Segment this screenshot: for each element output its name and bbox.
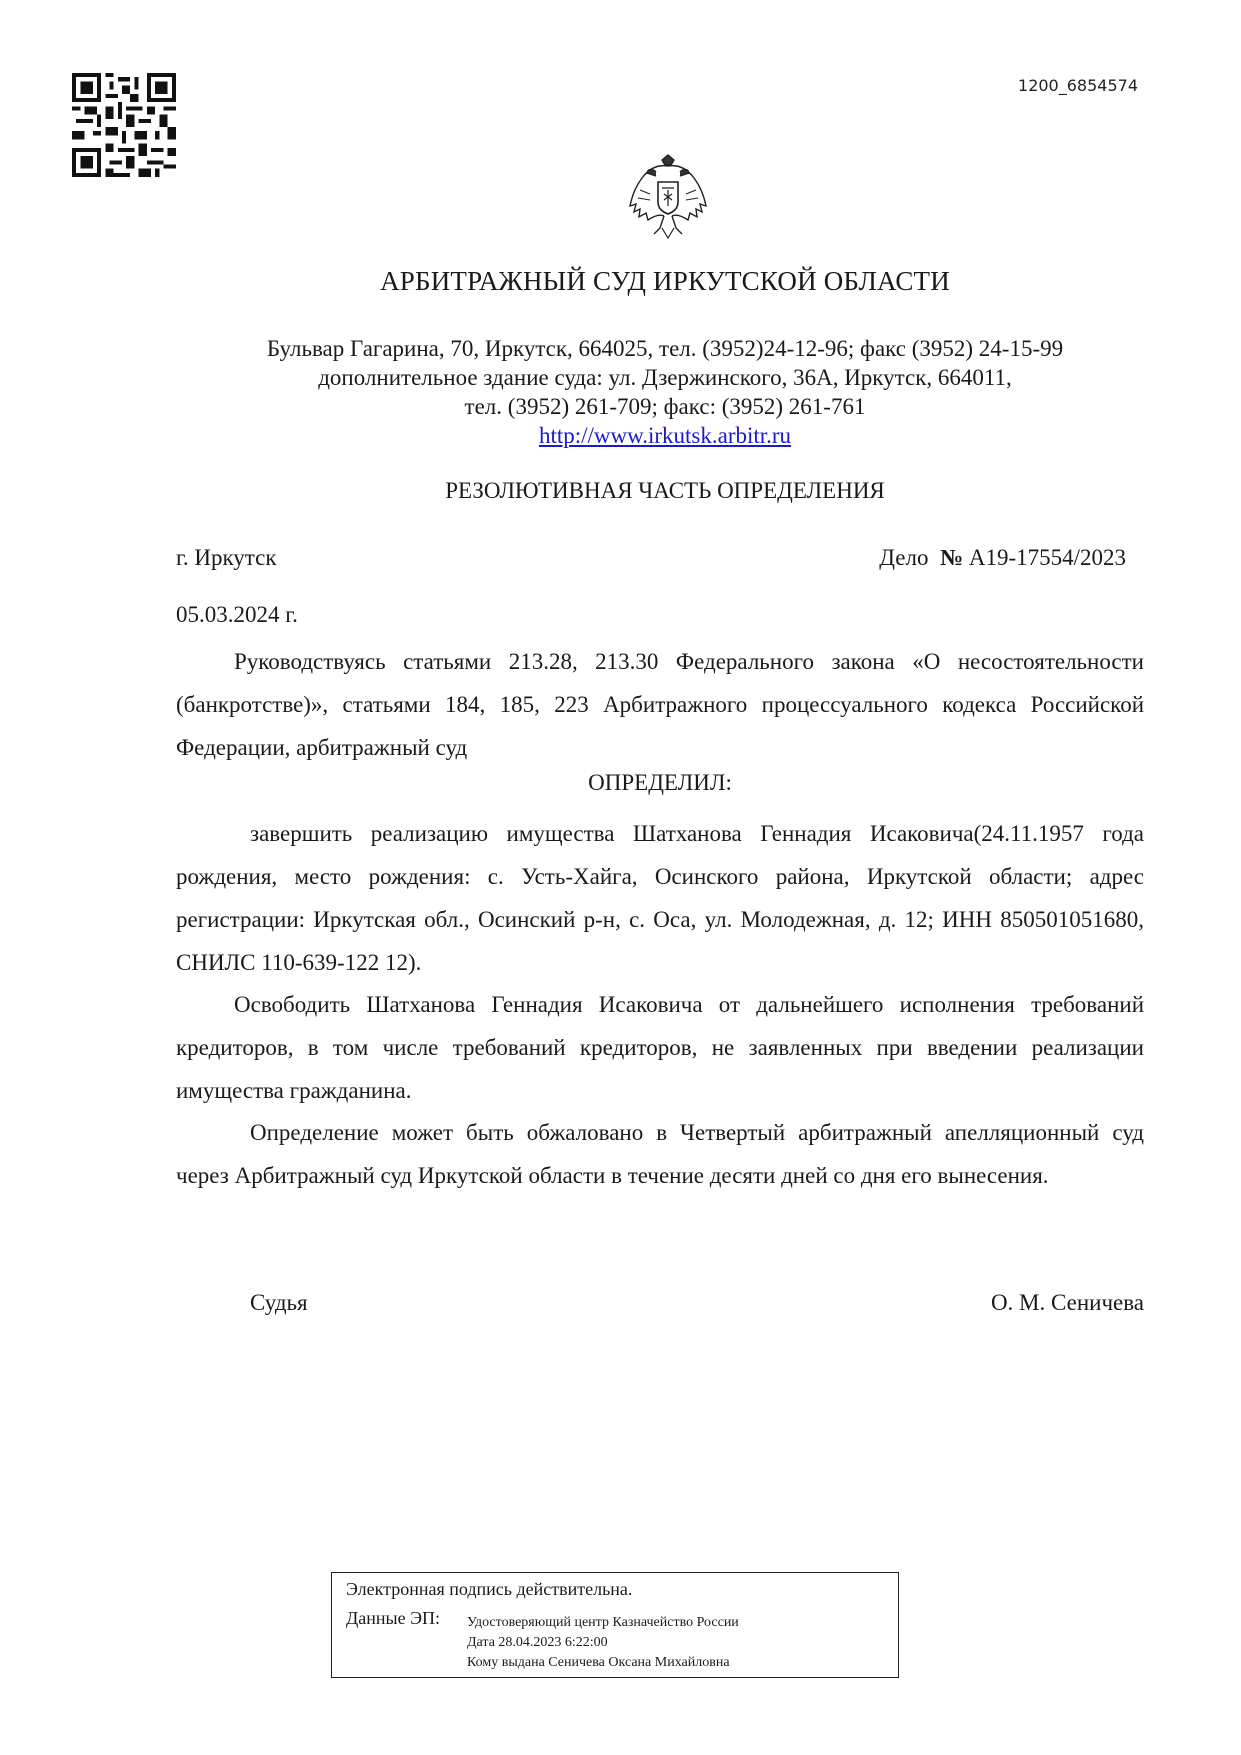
signature-details: [467, 1613, 739, 1673]
address-line: Бульвар Гагарина, 70, Иркутск, 664025, тел. (3952)24-12-96; факс (3952) 24-15-99: [266, 336, 1064, 361]
appeal-paragraph: Определение может быть обжаловано в Четвертый арбитражный апелляционный суд через Арбитражный суд Иркутской области в течение десяти дней со дня его вынесения.: [176, 1120, 1144, 1188]
judge-name: О. М. Сеничева: [990, 1290, 1144, 1315]
electronic-signature-box: [331, 1572, 899, 1678]
signature-data-label: Данные ЭП:: [346, 1608, 440, 1628]
number-sign: №: [939, 545, 964, 570]
qr-code: [72, 73, 176, 177]
document-date: 05.03.2024 г.: [176, 602, 298, 627]
document-heading: РЕЗОЛЮТИВНАЯ ЧАСТЬ ОПРЕДЕЛЕНИЯ: [445, 478, 885, 503]
document-number: 1200_6854574: [1018, 76, 1138, 95]
signature-issued-to: Кому выдана Сеничева Оксана Михайловна: [467, 1655, 730, 1670]
signature-date: Дата 28.04.2023 6:22:00: [467, 1635, 608, 1650]
case-number-value: А19-17554/2023: [968, 545, 1126, 570]
ruling-heading: ОПРЕДЕЛИЛ:: [588, 770, 732, 795]
decision-paragraph: завершить реализацию имущества Шатханова Геннадия Исаковича(24.11.1957 года рождения, место рождения: с. Усть-Хайга, Осинского района, Иркутской области; адрес регистрации: Иркутская обл., Осинский р-н, с. Оса, ул. Молодежная, д. 12; ИНН 850501051680, СНИЛС 110-639-122 12).: [176, 821, 1144, 975]
signature-valid-text: Электронная подпись действительна.: [346, 1579, 633, 1599]
phone-line: тел. (3952) 261-709; факс: (3952) 261-761: [464, 394, 866, 419]
release-paragraph: Освободить Шатханова Геннадия Исаковича от дальнейшего исполнения требований кредиторов, в том числе требований кредиторов, не заявленных при введении реализации имущества гражданина.: [176, 992, 1144, 1103]
coat-of-arms-emblem: [626, 154, 710, 240]
city: г. Иркутск: [176, 545, 277, 570]
judge-label: Судья: [250, 1290, 308, 1315]
case-label: Дело: [879, 545, 929, 570]
intro-paragraph: Руководствуясь статьями 213.28, 213.30 Федерального закона «О несостоятельности (банкротстве)», статьями 184, 185, 223 Арбитражного процессуального кодекса Российской Федерации, арбитражный суд: [176, 649, 1144, 760]
address-line: дополнительное здание суда: ул. Дзержинского, 36А, Иркутск, 664011,: [318, 365, 1012, 390]
website-link[interactable]: http://www.irkutsk.arbitr.ru: [538, 423, 792, 448]
case-number: [879, 545, 1126, 571]
court-name: АРБИТРАЖНЫЙ СУД ИРКУТСКОЙ ОБЛАСТИ: [380, 266, 950, 296]
signature-issuer: Удостоверяющий центр Казначейство России: [467, 1615, 739, 1630]
